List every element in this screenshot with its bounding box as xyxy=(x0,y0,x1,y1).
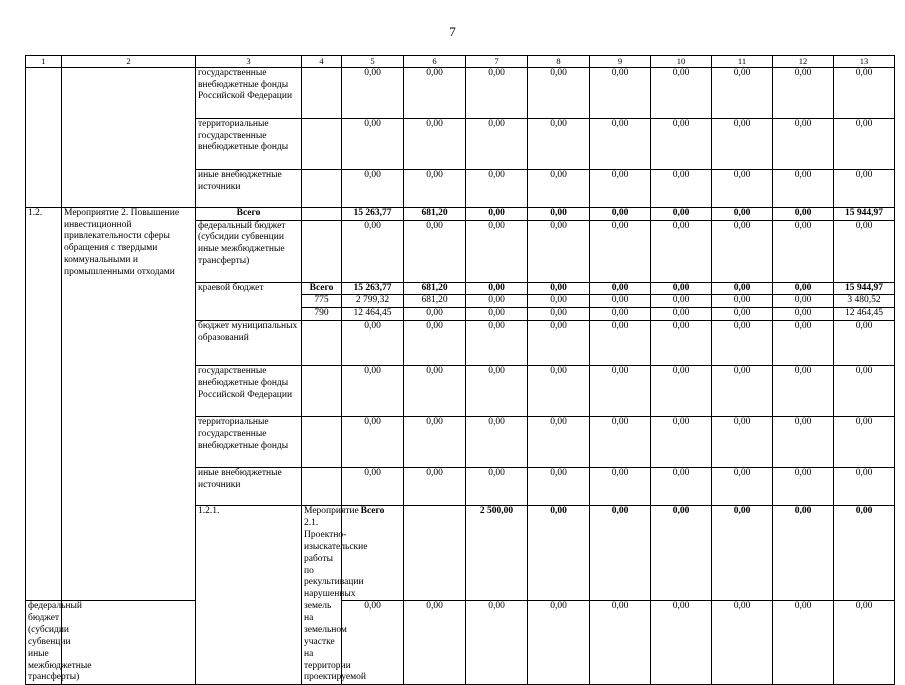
value-cell: 0,00 xyxy=(466,118,528,169)
code-cell xyxy=(302,366,342,417)
value-cell: 0,00 xyxy=(834,118,895,169)
value-cell: 0,00 xyxy=(342,67,404,118)
value-cell: 0,00 xyxy=(834,321,895,366)
value-cell: 0,00 xyxy=(651,468,712,506)
value-cell: 0,00 xyxy=(712,118,773,169)
funding-source: федеральный бюджет (субсидии субвенции иные межбюджетные трансферты) xyxy=(196,220,302,282)
value-cell: 0,00 xyxy=(712,220,773,282)
code-cell xyxy=(302,118,342,169)
code-cell xyxy=(302,220,342,282)
value-cell: 0,00 xyxy=(651,601,712,685)
value-cell: 0,00 xyxy=(466,321,528,366)
value-cell: 0,00 xyxy=(712,506,773,601)
value-cell: 681,20 xyxy=(404,282,466,295)
value-cell: 0,00 xyxy=(712,282,773,295)
value-cell: 0,00 xyxy=(712,417,773,468)
code-cell xyxy=(404,506,466,601)
value-cell: 0,00 xyxy=(590,417,651,468)
value-cell: 15 263,77 xyxy=(342,207,404,220)
value-cell: 0,00 xyxy=(712,308,773,321)
value-cell: 0,00 xyxy=(590,506,651,601)
value-cell: 0,00 xyxy=(342,468,404,506)
code-cell xyxy=(302,468,342,506)
value-cell: 0,00 xyxy=(834,417,895,468)
column-number: 3 xyxy=(196,56,302,68)
funding-source: бюджет муниципальных образований xyxy=(196,321,302,366)
column-number: 13 xyxy=(834,56,895,68)
value-cell: 0,00 xyxy=(590,207,651,220)
value-cell: 0,00 xyxy=(651,282,712,295)
item-number: 1.2. xyxy=(26,207,62,601)
funding-source: Всего xyxy=(342,506,404,601)
column-number: 8 xyxy=(528,56,590,68)
value-cell: 0,00 xyxy=(590,67,651,118)
value-cell: 0,00 xyxy=(466,295,528,308)
column-number: 4 xyxy=(302,56,342,68)
code-cell xyxy=(62,601,196,685)
value-cell: 0,00 xyxy=(466,207,528,220)
item-number: 1.2.1. xyxy=(196,506,302,685)
value-cell: 0,00 xyxy=(651,308,712,321)
value-cell: 0,00 xyxy=(834,169,895,207)
item-name xyxy=(62,67,196,207)
code-cell xyxy=(302,207,342,220)
funding-source: государственные внебюджетные фонды Российской Федерации xyxy=(196,67,302,118)
column-number: 1 xyxy=(26,56,62,68)
value-cell: 0,00 xyxy=(528,295,590,308)
value-cell: 2 799,32 xyxy=(342,295,404,308)
item-name: Мероприятие 2. Повышение инвестиционной привлекательности сферы обращения с твердыми коммунальными и промышленными отходами xyxy=(62,207,196,601)
value-cell: 0,00 xyxy=(466,601,528,685)
value-cell: 0,00 xyxy=(651,118,712,169)
column-number: 9 xyxy=(590,56,651,68)
value-cell: 0,00 xyxy=(773,169,834,207)
value-cell: 0,00 xyxy=(404,308,466,321)
value-cell: 0,00 xyxy=(712,207,773,220)
value-cell: 0,00 xyxy=(834,67,895,118)
value-cell: 0,00 xyxy=(590,468,651,506)
value-cell: 0,00 xyxy=(466,308,528,321)
value-cell: 0,00 xyxy=(773,282,834,295)
value-cell: 0,00 xyxy=(712,321,773,366)
value-cell: 0,00 xyxy=(773,220,834,282)
code-cell xyxy=(302,321,342,366)
value-cell: 0,00 xyxy=(342,366,404,417)
value-cell: 0,00 xyxy=(404,468,466,506)
column-number: 5 xyxy=(342,56,404,68)
code-cell: 775 xyxy=(302,295,342,308)
value-cell: 0,00 xyxy=(834,220,895,282)
table-row xyxy=(26,207,895,220)
value-cell: 681,20 xyxy=(404,295,466,308)
value-cell: 0,00 xyxy=(651,169,712,207)
value-cell: 0,00 xyxy=(590,282,651,295)
value-cell: 0,00 xyxy=(342,321,404,366)
code-cell: 790 xyxy=(302,308,342,321)
column-number: 10 xyxy=(651,56,712,68)
value-cell: 0,00 xyxy=(528,321,590,366)
value-cell: 15 944,97 xyxy=(834,207,895,220)
column-number: 11 xyxy=(712,56,773,68)
table-row xyxy=(26,601,895,685)
code-cell xyxy=(302,169,342,207)
value-cell: 0,00 xyxy=(342,417,404,468)
value-cell: 0,00 xyxy=(342,169,404,207)
value-cell: 0,00 xyxy=(590,601,651,685)
value-cell: 0,00 xyxy=(773,366,834,417)
value-cell: 0,00 xyxy=(773,601,834,685)
value-cell: 15 944,97 xyxy=(834,282,895,295)
value-cell: 0,00 xyxy=(834,468,895,506)
value-cell: 0,00 xyxy=(712,366,773,417)
value-cell: 0,00 xyxy=(528,169,590,207)
value-cell: 0,00 xyxy=(466,417,528,468)
column-number: 12 xyxy=(773,56,834,68)
code-cell: Всего xyxy=(302,282,342,295)
value-cell: 0,00 xyxy=(651,295,712,308)
value-cell: 0,00 xyxy=(712,601,773,685)
value-cell: 3 480,52 xyxy=(834,295,895,308)
value-cell: 0,00 xyxy=(712,468,773,506)
value-cell: 0,00 xyxy=(773,295,834,308)
value-cell: 0,00 xyxy=(404,321,466,366)
value-cell: 0,00 xyxy=(712,169,773,207)
value-cell: 0,00 xyxy=(466,169,528,207)
value-cell: 0,00 xyxy=(773,207,834,220)
value-cell: 0,00 xyxy=(466,282,528,295)
item-number xyxy=(26,67,62,207)
funding-source: государственные внебюджетные фонды Российской Федерации xyxy=(196,366,302,417)
value-cell: 0,00 xyxy=(773,506,834,601)
column-number: 7 xyxy=(466,56,528,68)
value-cell: 0,00 xyxy=(590,169,651,207)
value-cell: 0,00 xyxy=(404,601,466,685)
value-cell: 0,00 xyxy=(528,417,590,468)
value-cell: 0,00 xyxy=(528,118,590,169)
page-number: 7 xyxy=(449,24,456,39)
value-cell: 2 500,00 xyxy=(466,506,528,601)
value-cell: 0,00 xyxy=(590,321,651,366)
value-cell: 12 464,45 xyxy=(834,308,895,321)
funding-source: краевой бюджет xyxy=(196,282,302,321)
value-cell: 0,00 xyxy=(528,468,590,506)
budget-table xyxy=(25,55,895,685)
value-cell: 0,00 xyxy=(528,207,590,220)
value-cell: 0,00 xyxy=(834,366,895,417)
value-cell: 0,00 xyxy=(342,601,404,685)
value-cell: 0,00 xyxy=(712,67,773,118)
value-cell: 0,00 xyxy=(528,601,590,685)
value-cell: 0,00 xyxy=(651,366,712,417)
value-cell: 0,00 xyxy=(590,295,651,308)
value-cell: 0,00 xyxy=(590,118,651,169)
value-cell: 0,00 xyxy=(590,220,651,282)
funding-source: иные внебюджетные источники xyxy=(196,468,302,506)
value-cell: 15 263,77 xyxy=(342,282,404,295)
value-cell: 0,00 xyxy=(528,308,590,321)
value-cell: 0,00 xyxy=(342,118,404,169)
value-cell: 0,00 xyxy=(712,295,773,308)
value-cell: 0,00 xyxy=(466,67,528,118)
value-cell: 0,00 xyxy=(466,366,528,417)
value-cell: 0,00 xyxy=(404,417,466,468)
value-cell: 0,00 xyxy=(773,468,834,506)
column-number: 2 xyxy=(62,56,196,68)
value-cell: 0,00 xyxy=(528,366,590,417)
value-cell: 0,00 xyxy=(773,67,834,118)
value-cell: 0,00 xyxy=(528,506,590,601)
code-cell xyxy=(302,67,342,118)
value-cell: 0,00 xyxy=(773,118,834,169)
column-number-row xyxy=(26,56,895,68)
table-row xyxy=(26,67,895,118)
funding-source: иные внебюджетные источники xyxy=(196,169,302,207)
value-cell: 0,00 xyxy=(404,366,466,417)
value-cell: 0,00 xyxy=(590,366,651,417)
item-name: Мероприятие 2.1. Проектно-изыскательские работы по рекультивации нарушенных земель на земельном участке на территории проектируемой xyxy=(302,506,342,685)
value-cell: 0,00 xyxy=(834,601,895,685)
value-cell: 0,00 xyxy=(834,506,895,601)
funding-source: Всего xyxy=(196,207,302,220)
funding-source: федеральный бюджет (субсидии субвенции иные межбюджетные трансферты) xyxy=(26,601,62,685)
value-cell: 0,00 xyxy=(773,417,834,468)
value-cell: 12 464,45 xyxy=(342,308,404,321)
value-cell: 0,00 xyxy=(651,417,712,468)
value-cell: 0,00 xyxy=(773,308,834,321)
value-cell: 0,00 xyxy=(590,308,651,321)
value-cell: 0,00 xyxy=(528,67,590,118)
value-cell: 0,00 xyxy=(651,220,712,282)
funding-source: территориальные государственные внебюджетные фонды xyxy=(196,118,302,169)
value-cell: 0,00 xyxy=(404,118,466,169)
column-number: 6 xyxy=(404,56,466,68)
value-cell: 0,00 xyxy=(773,321,834,366)
value-cell: 0,00 xyxy=(404,220,466,282)
funding-source: территориальные государственные внебюджетные фонды xyxy=(196,417,302,468)
code-cell xyxy=(302,417,342,468)
value-cell: 0,00 xyxy=(651,506,712,601)
value-cell: 0,00 xyxy=(404,67,466,118)
value-cell: 0,00 xyxy=(651,321,712,366)
value-cell: 0,00 xyxy=(342,220,404,282)
value-cell: 0,00 xyxy=(651,67,712,118)
value-cell: 0,00 xyxy=(528,220,590,282)
value-cell: 0,00 xyxy=(404,169,466,207)
value-cell: 0,00 xyxy=(651,207,712,220)
value-cell: 0,00 xyxy=(466,468,528,506)
value-cell: 681,20 xyxy=(404,207,466,220)
value-cell: 0,00 xyxy=(466,220,528,282)
value-cell: 0,00 xyxy=(528,282,590,295)
